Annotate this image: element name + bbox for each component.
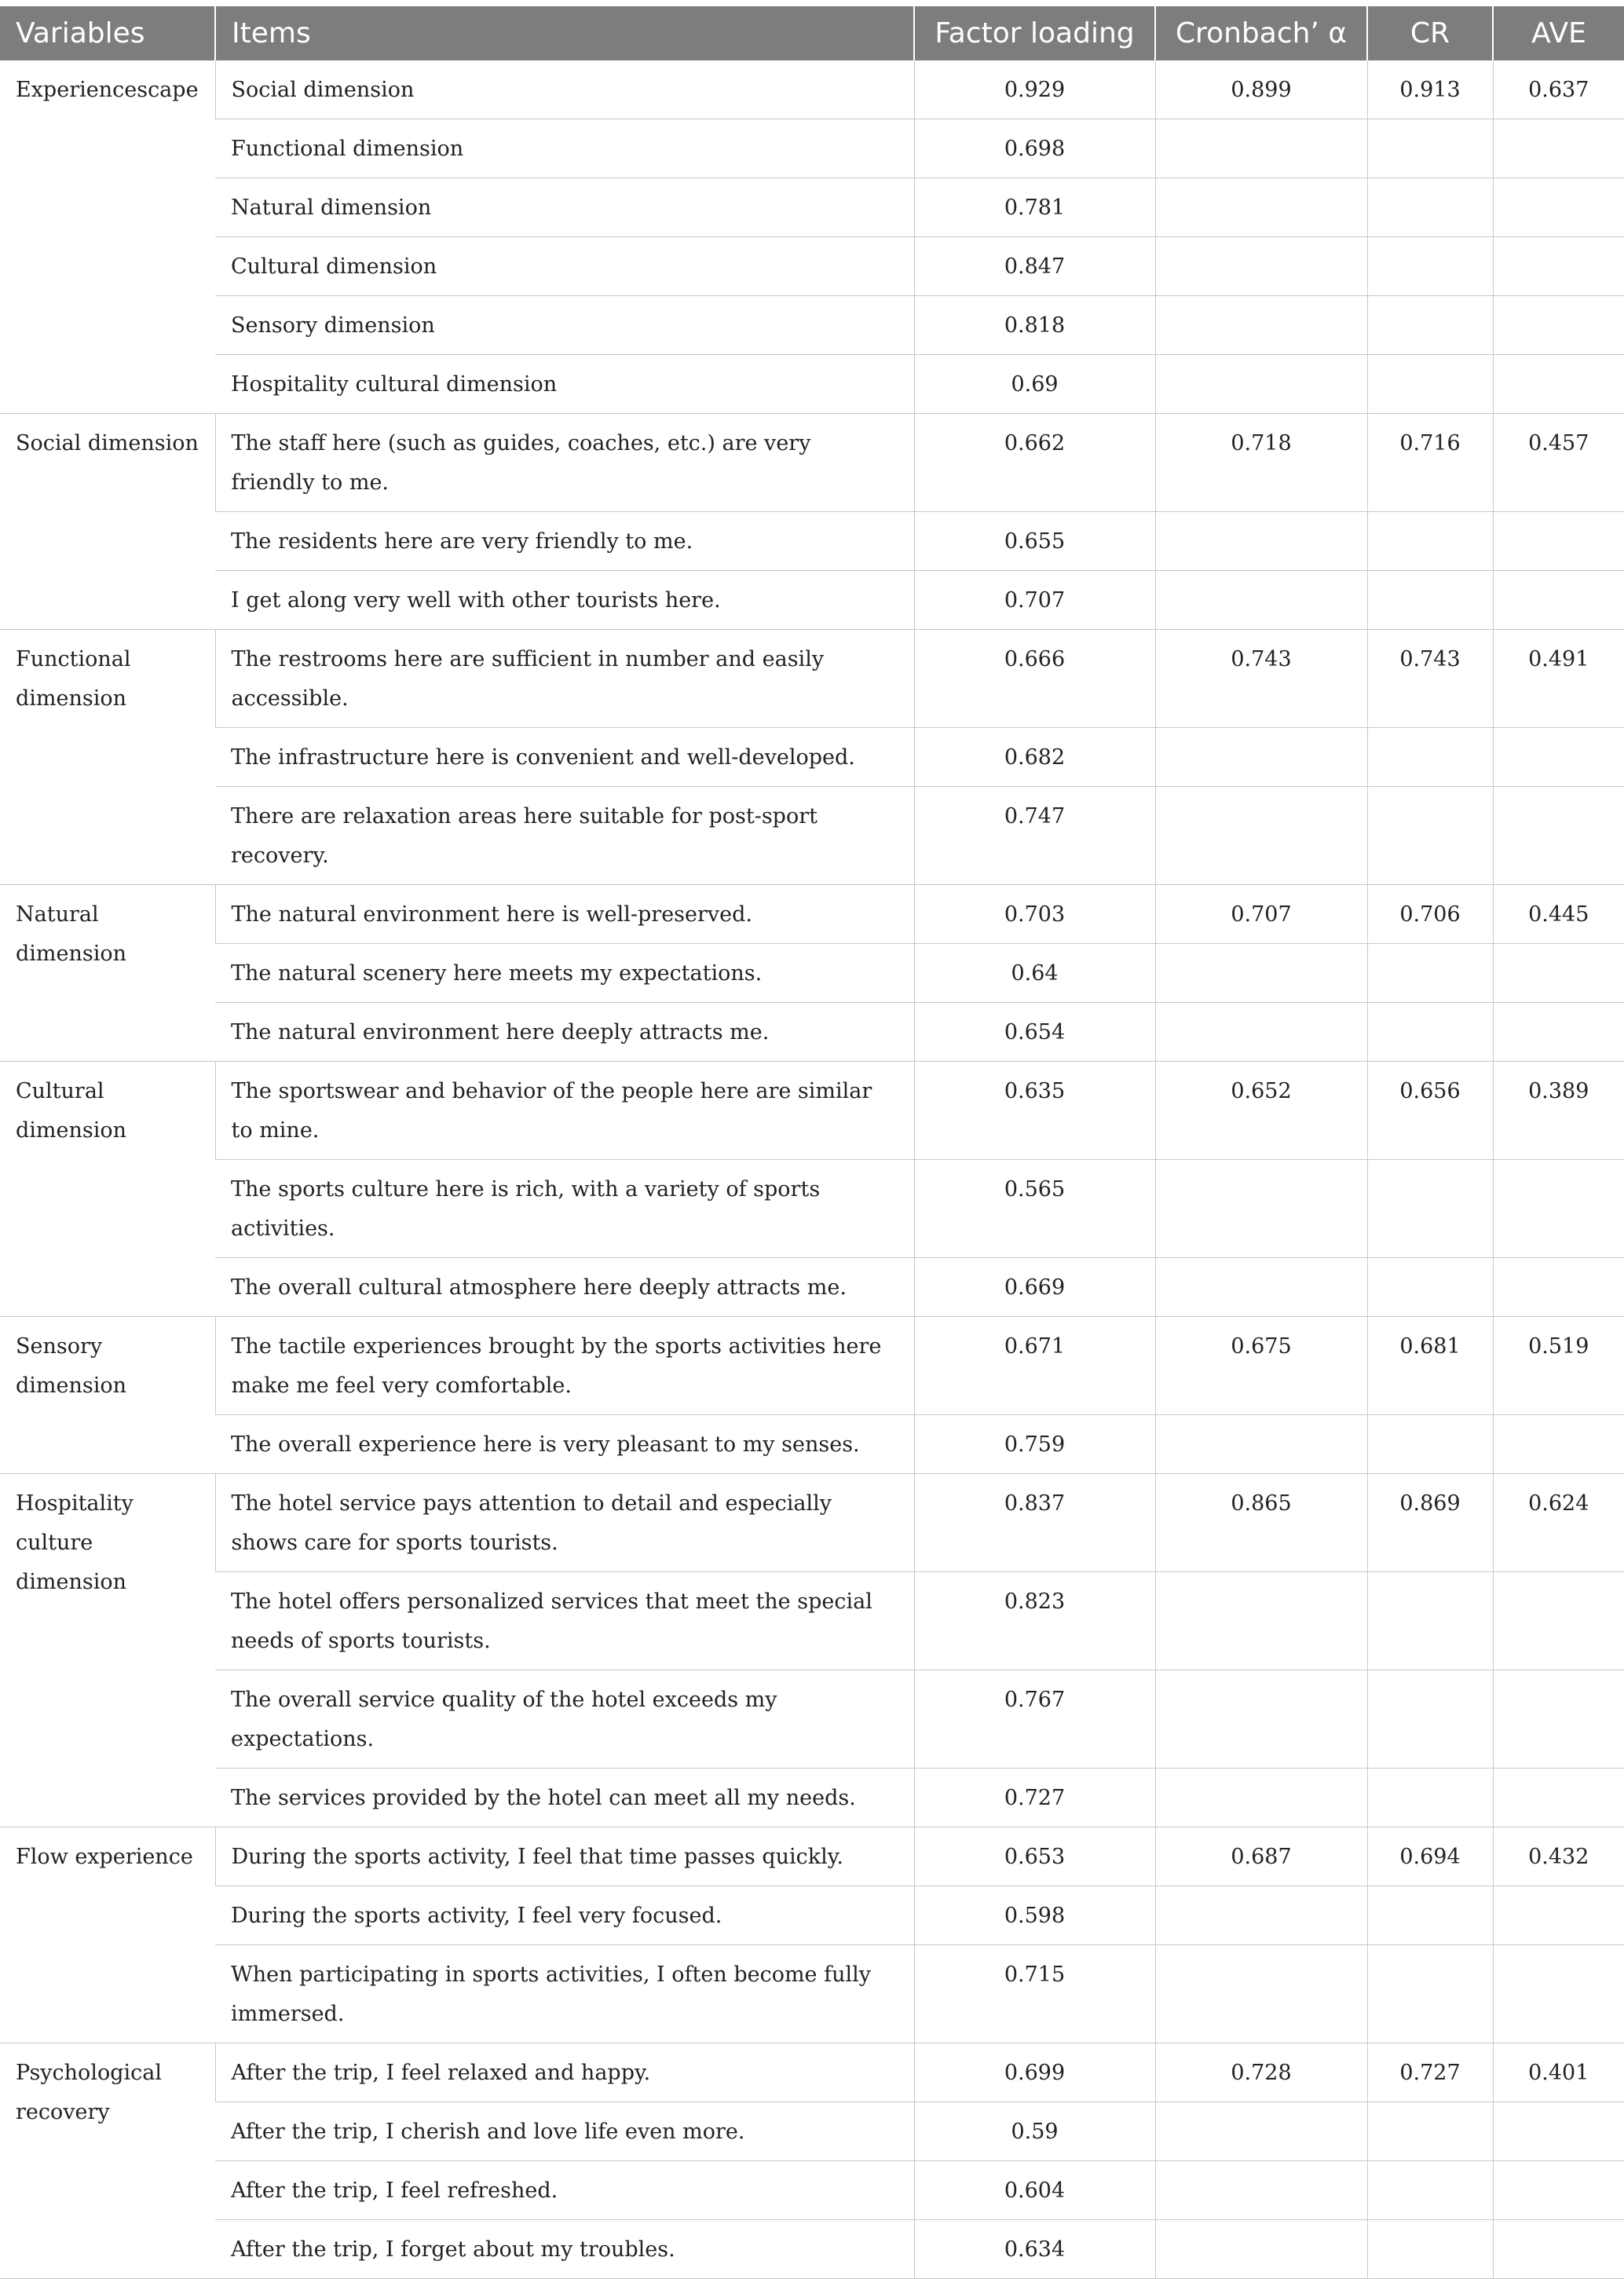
header-cronbach-alpha: Cronbach’ α (1155, 6, 1367, 60)
ave-cell (1493, 1160, 1624, 1258)
ave-cell (1493, 571, 1624, 630)
ave-cell: 0.401 (1493, 2043, 1624, 2102)
table-row (0, 1572, 1624, 1670)
factor-loading-cell: 0.604 (914, 2161, 1155, 2220)
table-row (0, 2043, 1624, 2102)
header-ave: AVE (1493, 6, 1624, 60)
ave-cell: 0.457 (1493, 414, 1624, 512)
table-row (0, 1062, 1624, 1160)
ave-cell (1493, 1945, 1624, 2043)
cronbach-alpha-cell (1155, 512, 1367, 571)
header-row (0, 6, 1624, 60)
ave-cell (1493, 2220, 1624, 2279)
cr-cell (1367, 296, 1493, 355)
factor-loading-cell: 0.747 (914, 787, 1155, 885)
item-cell: The tactile experiences brought by the sports activities here make me feel very comfortable. (215, 1317, 914, 1415)
item-cell: Hospitality cultural dimension (215, 355, 914, 414)
factor-loading-cell: 0.671 (914, 1317, 1155, 1415)
factor-loading-cell: 0.699 (914, 2043, 1155, 2102)
item-cell: The sports culture here is rich, with a variety of sports activities. (215, 1160, 914, 1258)
cronbach-alpha-cell: 0.743 (1155, 630, 1367, 728)
cronbach-alpha-cell (1155, 1769, 1367, 1827)
ave-cell (1493, 1670, 1624, 1769)
cronbach-alpha-cell (1155, 1670, 1367, 1769)
cronbach-alpha-cell: 0.899 (1155, 60, 1367, 119)
table-row (0, 2102, 1624, 2161)
ave-cell (1493, 944, 1624, 1003)
item-cell: Social dimension (215, 60, 914, 119)
table-row (0, 512, 1624, 571)
ave-cell (1493, 728, 1624, 787)
cr-cell: 0.706 (1367, 885, 1493, 944)
ave-cell (1493, 2102, 1624, 2161)
factor-loading-cell: 0.698 (914, 119, 1155, 178)
header-items: Items (215, 6, 914, 60)
item-cell: The natural scenery here meets my expectations. (215, 944, 914, 1003)
cronbach-alpha-cell: 0.675 (1155, 1317, 1367, 1415)
cronbach-alpha-cell (1155, 787, 1367, 885)
cronbach-alpha-cell (1155, 119, 1367, 178)
factor-loading-cell: 0.565 (914, 1160, 1155, 1258)
table-row (0, 1670, 1624, 1769)
item-cell: The overall experience here is very pleasant to my senses. (215, 1415, 914, 1474)
cronbach-alpha-cell (1155, 728, 1367, 787)
variable-cell: Psychological recovery (0, 2043, 215, 2279)
ave-cell (1493, 1258, 1624, 1317)
item-cell: The overall cultural atmosphere here deeply attracts me. (215, 1258, 914, 1317)
ave-cell (1493, 1886, 1624, 1945)
item-cell: During the sports activity, I feel very focused. (215, 1886, 914, 1945)
ave-cell (1493, 1003, 1624, 1062)
cronbach-alpha-cell: 0.728 (1155, 2043, 1367, 2102)
cronbach-alpha-cell (1155, 237, 1367, 296)
cronbach-alpha-cell: 0.865 (1155, 1474, 1367, 1572)
cronbach-alpha-cell (1155, 355, 1367, 414)
cronbach-alpha-cell: 0.687 (1155, 1827, 1367, 1886)
factor-loading-cell: 0.653 (914, 1827, 1155, 1886)
cr-cell (1367, 1415, 1493, 1474)
table-row (0, 1769, 1624, 1827)
cr-cell (1367, 1886, 1493, 1945)
factor-loading-cell: 0.823 (914, 1572, 1155, 1670)
cronbach-alpha-cell (1155, 1886, 1367, 1945)
cr-cell (1367, 728, 1493, 787)
table-row (0, 630, 1624, 728)
item-cell: Natural dimension (215, 178, 914, 237)
variable-cell: Natural dimension (0, 885, 215, 1062)
ave-cell (1493, 512, 1624, 571)
factor-loading-cell: 0.727 (914, 1769, 1155, 1827)
item-cell: There are relaxation areas here suitable for post-sport recovery. (215, 787, 914, 885)
table-row (0, 1827, 1624, 1886)
table-row (0, 1474, 1624, 1572)
ave-cell (1493, 1415, 1624, 1474)
ave-cell: 0.491 (1493, 630, 1624, 728)
cronbach-alpha-cell: 0.718 (1155, 414, 1367, 512)
factor-loading-cell: 0.767 (914, 1670, 1155, 1769)
item-cell: The services provided by the hotel can meet all my needs. (215, 1769, 914, 1827)
table-row (0, 296, 1624, 355)
item-cell: The hotel service pays attention to detail and especially shows care for sports tourists. (215, 1474, 914, 1572)
cronbach-alpha-cell (1155, 1572, 1367, 1670)
cr-cell (1367, 1572, 1493, 1670)
table-row (0, 885, 1624, 944)
item-cell: The infrastructure here is convenient and well-developed. (215, 728, 914, 787)
ave-cell (1493, 237, 1624, 296)
cronbach-alpha-cell (1155, 2102, 1367, 2161)
ave-cell: 0.624 (1493, 1474, 1624, 1572)
variable-cell: Sensory dimension (0, 1317, 215, 1474)
cronbach-alpha-cell: 0.652 (1155, 1062, 1367, 1160)
factor-loading-cell: 0.682 (914, 728, 1155, 787)
factor-loading-cell: 0.662 (914, 414, 1155, 512)
variable-cell: Social dimension (0, 414, 215, 630)
table-row (0, 1317, 1624, 1415)
factor-loading-cell: 0.759 (914, 1415, 1155, 1474)
cronbach-alpha-cell (1155, 571, 1367, 630)
item-cell: The hotel offers personalized services that meet the special needs of sports tourists. (215, 1572, 914, 1670)
factor-loading-cell: 0.929 (914, 60, 1155, 119)
ave-cell (1493, 296, 1624, 355)
cronbach-alpha-cell (1155, 944, 1367, 1003)
ave-cell (1493, 2161, 1624, 2220)
cr-cell (1367, 2220, 1493, 2279)
cronbach-alpha-cell (1155, 296, 1367, 355)
table-row (0, 2220, 1624, 2279)
table-row (0, 237, 1624, 296)
item-cell: The restrooms here are sufficient in number and easily accessible. (215, 630, 914, 728)
cronbach-alpha-cell (1155, 1258, 1367, 1317)
cr-cell: 0.727 (1367, 2043, 1493, 2102)
item-cell: The sportswear and behavior of the people here are similar to mine. (215, 1062, 914, 1160)
cr-cell (1367, 1160, 1493, 1258)
ave-cell (1493, 1572, 1624, 1670)
factor-loading-cell: 0.707 (914, 571, 1155, 630)
cr-cell (1367, 2102, 1493, 2161)
factor-loading-cell: 0.635 (914, 1062, 1155, 1160)
header-factor-loading: Factor loading (914, 6, 1155, 60)
factor-loading-cell: 0.715 (914, 1945, 1155, 2043)
item-cell: Functional dimension (215, 119, 914, 178)
factor-loading-cell: 0.59 (914, 2102, 1155, 2161)
item-cell: The natural environment here is well-preserved. (215, 885, 914, 944)
item-cell: The natural environment here deeply attracts me. (215, 1003, 914, 1062)
header-variables: Variables (0, 6, 215, 60)
ave-cell: 0.445 (1493, 885, 1624, 944)
cr-cell: 0.913 (1367, 60, 1493, 119)
ave-cell (1493, 1769, 1624, 1827)
ave-cell: 0.637 (1493, 60, 1624, 119)
cr-cell (1367, 1003, 1493, 1062)
item-cell: After the trip, I feel refreshed. (215, 2161, 914, 2220)
header-cr: CR (1367, 6, 1493, 60)
ave-cell: 0.389 (1493, 1062, 1624, 1160)
factor-loading-cell: 0.703 (914, 885, 1155, 944)
table-row (0, 119, 1624, 178)
table-row (0, 944, 1624, 1003)
cr-cell (1367, 1945, 1493, 2043)
cr-cell (1367, 1258, 1493, 1317)
item-cell: After the trip, I cherish and love life even more. (215, 2102, 914, 2161)
table-row (0, 728, 1624, 787)
table-row (0, 1415, 1624, 1474)
table-row (0, 414, 1624, 512)
cr-cell: 0.869 (1367, 1474, 1493, 1572)
cr-cell: 0.694 (1367, 1827, 1493, 1886)
item-cell: Sensory dimension (215, 296, 914, 355)
item-cell: During the sports activity, I feel that time passes quickly. (215, 1827, 914, 1886)
cronbach-alpha-cell (1155, 2220, 1367, 2279)
cr-cell (1367, 571, 1493, 630)
variable-cell: Functional dimension (0, 630, 215, 885)
ave-cell: 0.432 (1493, 1827, 1624, 1886)
factor-loading-cell: 0.598 (914, 1886, 1155, 1945)
cr-cell (1367, 512, 1493, 571)
cr-cell (1367, 944, 1493, 1003)
cr-cell (1367, 787, 1493, 885)
cr-cell: 0.743 (1367, 630, 1493, 728)
factor-loading-cell: 0.64 (914, 944, 1155, 1003)
ave-cell (1493, 787, 1624, 885)
table-row (0, 178, 1624, 237)
cr-cell (1367, 1769, 1493, 1827)
cr-cell: 0.656 (1367, 1062, 1493, 1160)
factor-loading-cell: 0.654 (914, 1003, 1155, 1062)
ave-cell (1493, 355, 1624, 414)
factor-loading-cell: 0.666 (914, 630, 1155, 728)
item-cell: The overall service quality of the hotel exceeds my expectations. (215, 1670, 914, 1769)
factor-loading-cell: 0.669 (914, 1258, 1155, 1317)
ave-cell (1493, 119, 1624, 178)
cronbach-alpha-cell (1155, 178, 1367, 237)
table-row (0, 1003, 1624, 1062)
factor-loading-cell: 0.837 (914, 1474, 1155, 1572)
variable-cell: Flow experience (0, 1827, 215, 2043)
variable-cell: Cultural dimension (0, 1062, 215, 1317)
item-cell: When participating in sports activities, I often become fully immersed. (215, 1945, 914, 2043)
cronbach-alpha-cell: 0.707 (1155, 885, 1367, 944)
cr-cell: 0.716 (1367, 414, 1493, 512)
cr-cell (1367, 355, 1493, 414)
variable-cell: Experiencescape (0, 60, 215, 414)
item-cell: After the trip, I forget about my troubles. (215, 2220, 914, 2279)
table-row (0, 1160, 1624, 1258)
measurement-table (0, 6, 1624, 2279)
cronbach-alpha-cell (1155, 1160, 1367, 1258)
cronbach-alpha-cell (1155, 2161, 1367, 2220)
cr-cell (1367, 237, 1493, 296)
table-row (0, 355, 1624, 414)
table-row (0, 1945, 1624, 2043)
cronbach-alpha-cell (1155, 1003, 1367, 1062)
table-row (0, 1258, 1624, 1317)
factor-loading-cell: 0.781 (914, 178, 1155, 237)
table-row (0, 2161, 1624, 2220)
factor-loading-cell: 0.634 (914, 2220, 1155, 2279)
table-row (0, 60, 1624, 119)
cronbach-alpha-cell (1155, 1415, 1367, 1474)
ave-cell (1493, 178, 1624, 237)
factor-loading-cell: 0.847 (914, 237, 1155, 296)
cr-cell (1367, 178, 1493, 237)
cr-cell (1367, 1670, 1493, 1769)
item-cell: The staff here (such as guides, coaches, etc.) are very friendly to me. (215, 414, 914, 512)
cr-cell: 0.681 (1367, 1317, 1493, 1415)
table-row (0, 787, 1624, 885)
ave-cell: 0.519 (1493, 1317, 1624, 1415)
cr-cell (1367, 2161, 1493, 2220)
cronbach-alpha-cell (1155, 1945, 1367, 2043)
table-row (0, 1886, 1624, 1945)
table-row (0, 571, 1624, 630)
cr-cell (1367, 119, 1493, 178)
item-cell: I get along very well with other tourists here. (215, 571, 914, 630)
variable-cell: Hospitality culture dimension (0, 1474, 215, 1827)
factor-loading-cell: 0.818 (914, 296, 1155, 355)
factor-loading-cell: 0.69 (914, 355, 1155, 414)
item-cell: The residents here are very friendly to me. (215, 512, 914, 571)
table-body (0, 60, 1624, 2279)
item-cell: Cultural dimension (215, 237, 914, 296)
item-cell: After the trip, I feel relaxed and happy. (215, 2043, 914, 2102)
factor-loading-cell: 0.655 (914, 512, 1155, 571)
